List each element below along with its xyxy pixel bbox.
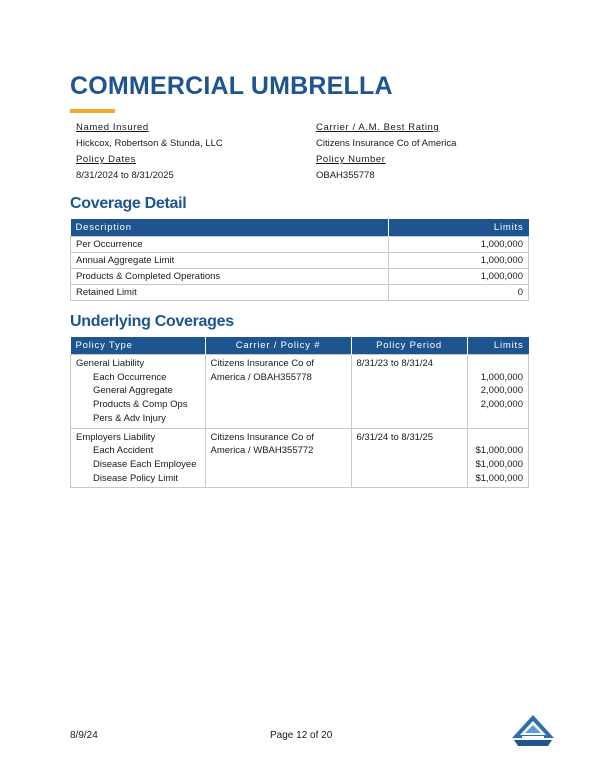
header-policy-period: Policy Period [351,337,467,355]
limits-cell [467,428,529,488]
coverage-row [71,269,529,285]
carrier-label: Carrier / A.M. Best Rating [316,122,440,133]
coverage-item-limit: $1,000,000 [475,445,523,457]
footer-date: 8/9/24 [70,730,98,741]
policy-dates-value: 8/31/2024 to 8/31/2025 [76,170,174,181]
coverage-item-limit: 1,000,000 [480,371,523,383]
underlying-coverages-heading: Underlying Coverages [70,313,234,330]
coverage-item-label: Each Accident [93,445,154,457]
page-title: COMMERCIAL UMBRELLA [70,72,393,100]
named-insured-label: Named Insured [76,122,149,133]
coverage-description: Per Occurrence [71,237,389,253]
header-limits: Limits [388,219,529,237]
coverage-item-limit: $1,000,000 [475,472,523,484]
coverage-description: Annual Aggregate Limit [71,253,389,269]
coverage-row [71,285,529,301]
carrier-value: Citizens Insurance Co of America [316,138,457,149]
policy-period: 8/31/23 to 8/31/24 [351,355,467,429]
coverage-limit: 1,000,000 [388,237,529,253]
coverage-item-limit: 2,000,000 [480,399,523,411]
underlying-row [71,355,529,429]
policy-dates-label: Policy Dates [76,154,136,165]
carrier-policy: Citizens Insurance Co of America / WBAH355772 [205,428,351,488]
coverage-item-label: Pers & Adv Injury [93,412,166,424]
policy-type: General Liability [76,358,145,369]
header-description: Description [71,219,389,237]
underlying-header-row [71,337,529,355]
footer-page-number: Page 12 of 20 [270,730,333,741]
coverage-row [71,237,529,253]
coverage-limit: 1,000,000 [388,269,529,285]
coverage-item-label: Disease Policy Limit [93,472,178,484]
title-accent-bar [70,109,115,113]
limits-cell [467,355,529,429]
company-logo-icon [510,714,556,748]
coverage-limit: 1,000,000 [388,253,529,269]
header-policy-type: Policy Type [71,337,206,355]
policy-number-value: OBAH355778 [316,170,375,181]
coverage-item-label: General Aggregate [93,385,173,397]
coverage-item-limit: $1,000,000 [475,458,523,470]
policy-type: Employers Liability [76,431,156,443]
coverage-description: Products & Completed Operations [71,269,389,285]
policy-type-cell [71,428,206,488]
carrier-policy: Citizens Insurance Co of America / OBAH355778 [205,355,351,429]
coverage-limit: 0 [388,285,529,301]
header-carrier-policy: Carrier / Policy # [205,337,351,355]
underlying-coverages-table [70,337,529,488]
named-insured-value: Hickcox, Robertson & Stunda, LLC [76,138,223,149]
coverage-item-label: Disease Each Employee [93,458,197,470]
coverage-detail-heading: Coverage Detail [70,195,187,212]
coverage-row [71,253,529,269]
coverage-detail-header-row [71,219,529,237]
coverage-item-label: Products & Comp Ops [93,399,188,411]
coverage-detail-table [70,219,529,301]
header-underlying-limits: Limits [467,337,529,355]
underlying-row [71,428,529,488]
coverage-item-limit: 2,000,000 [480,385,523,397]
policy-type-cell [71,355,206,429]
policy-period: 6/31/24 to 8/31/25 [351,428,467,488]
coverage-item-limit [473,412,524,426]
coverage-description: Retained Limit [71,285,389,301]
policy-number-label: Policy Number [316,154,386,165]
coverage-item-label: Each Occurrence [93,371,167,383]
